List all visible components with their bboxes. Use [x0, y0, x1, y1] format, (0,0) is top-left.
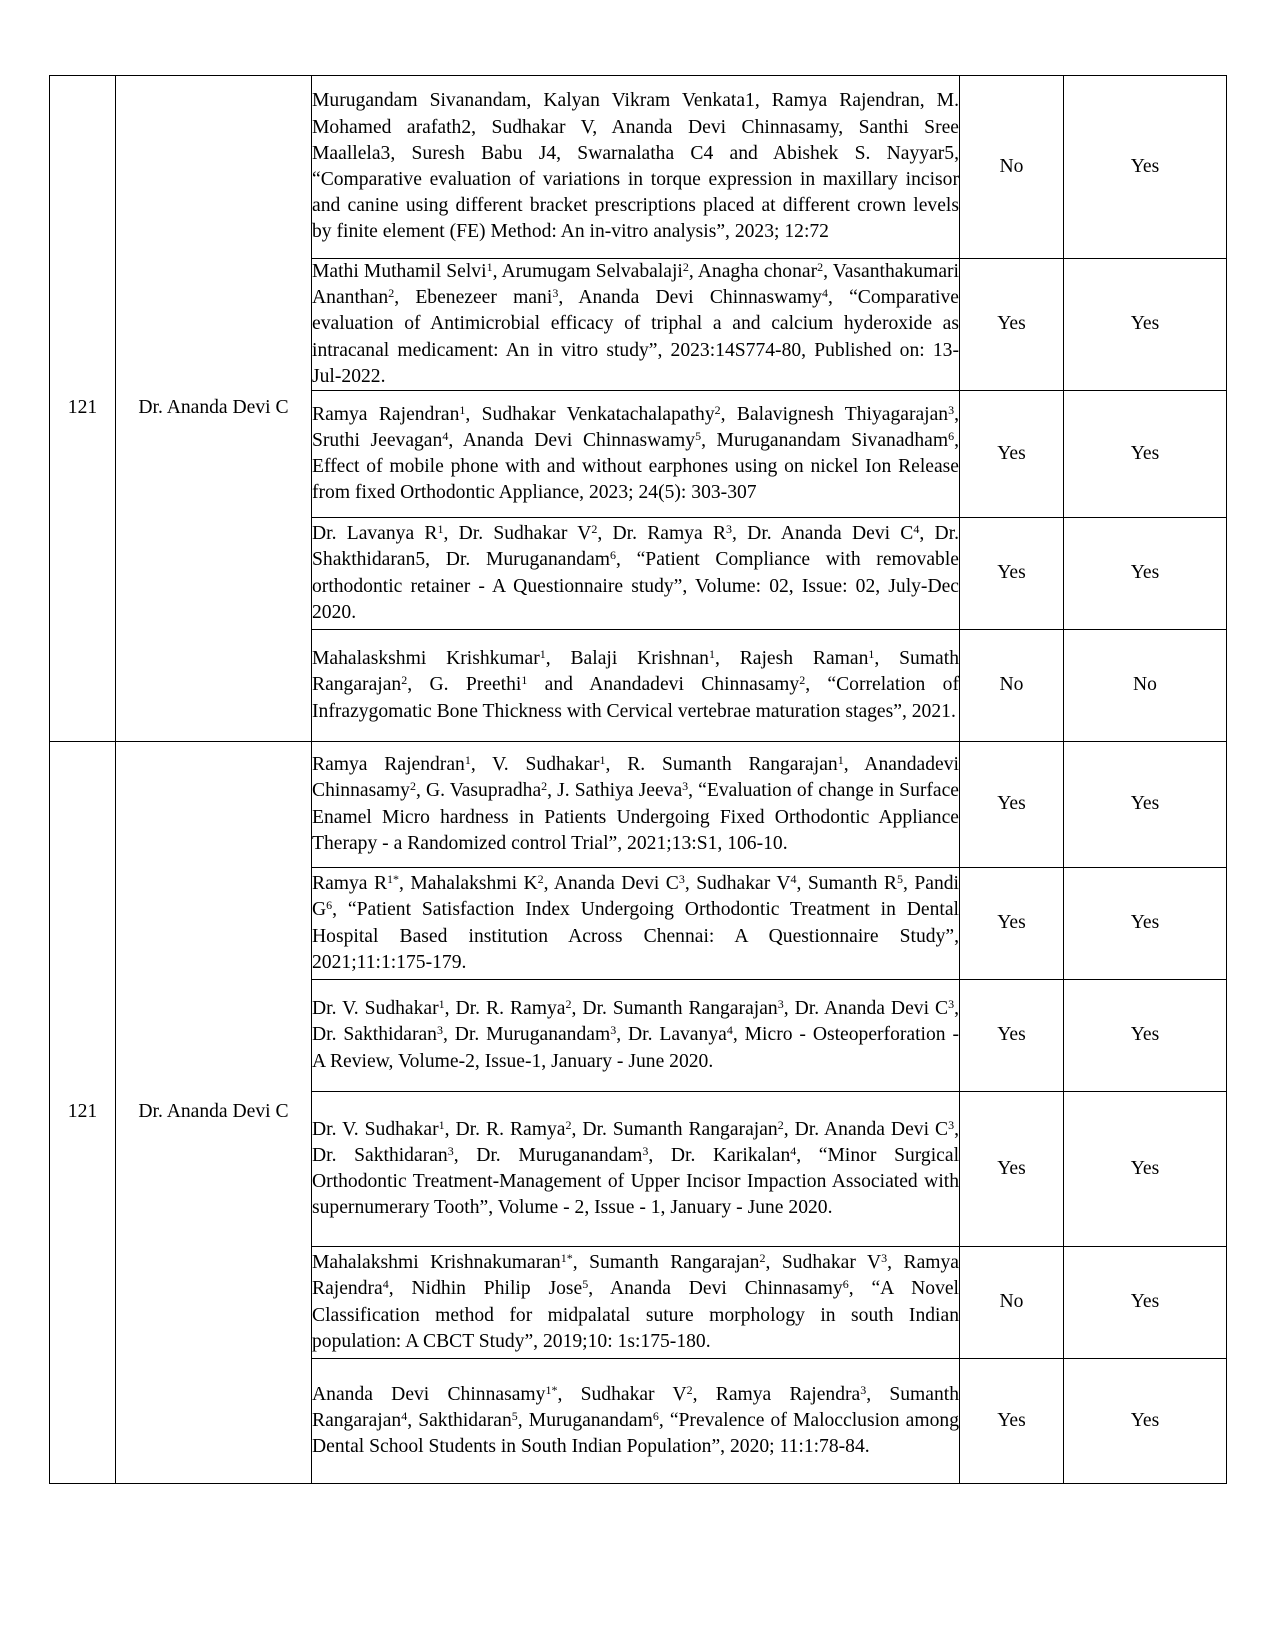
- citation-text: Mahalakshmi Krishnakumaran$^{1*}$, Sumanth Rangarajan$^2$, Sudhakar $V^3$, Ramya Rajendra$^4$, Nidhin Philip Jose$^5$, Ananda Devi Chinnasamy$^6$, “A Novel Classification method for midpalatal suture morphology in south Indian population: A CBCT Study”, 2019;10: 1s:175-180.: [312, 1251, 960, 1352]
- citation-cell: [312, 1359, 960, 1484]
- citation-text: Dr. V. Sudhakar$^1$, Dr. R. Ramya$^2$, Dr. Sumanth Rangarajan$^2$, Dr. Ananda Devi $C^3$, Dr. Sakthidaran$^3$, Dr. Muruganandam$^3$, Dr. Karikalan$^4$, “Minor Surgical Orthodontic Treatment-Management of Upper Incisor Impaction Associated with supernumerary Tooth”, Volume - 2, Issue - 1, January - June 2020.: [312, 1117, 960, 1219]
- indexing-status-cell-2: Yes: [1064, 1092, 1227, 1247]
- citation-cell: [312, 518, 960, 630]
- publications-table: [49, 75, 1227, 1484]
- citation-cell: [312, 980, 960, 1092]
- indexing-status-cell-1: No: [960, 630, 1064, 742]
- citation-cell: [312, 391, 960, 518]
- indexing-status-cell-1: Yes: [960, 980, 1064, 1092]
- indexing-status-cell-1: Yes: [960, 1092, 1064, 1247]
- indexing-status-cell-1: Yes: [960, 391, 1064, 518]
- citation-text: Ramya Rajendran$^1$, Sudhakar Venkatachalapathy$^2$, Balavignesh Thiyagarajan$^3$, Sruthi Jeevagan$^4$, Ananda Devi Chinnaswamy$^5$, Muruganandam Sivanadham$^6$, Effect of mobile phone with and without earphones using on nickel Ion Release from fixed Orthodontic Appliance, 2023; 24(5): 303-307: [312, 402, 960, 504]
- citation-text: Dr. Lavanya $R^1$, Dr. Sudhakar $V^2$, Dr. Ramya $R^3$, Dr. Ananda Devi $C^4$, Dr. Shakthidaran5, Dr. Muruganandam$^6$, “Patient Compliance with removable orthodontic retainer - A Questionnaire study”, Volume: 02, Issue: 02, July-Dec 2020.: [312, 522, 960, 623]
- citation-cell: [312, 1092, 960, 1247]
- table-row: [50, 742, 1227, 868]
- indexing-status-cell-2: Yes: [1064, 76, 1227, 259]
- citation-text: Ananda Devi Chinnasamy$^{1*}$, Sudhakar $V^2$, Ramya Rajendra$^3$, Sumanth Rangarajan$^4$, Sakthidaran$^5$, Muruganandam$^6$, “Prevalence of Malocclusion among Dental School Students in South Indian Population”, 2020; 11:1:78-84.: [312, 1382, 960, 1458]
- indexing-status-cell-2: Yes: [1064, 1247, 1227, 1359]
- indexing-status-cell-1: No: [960, 76, 1064, 259]
- citation-cell: [312, 76, 960, 259]
- indexing-status-cell-2: Yes: [1064, 742, 1227, 868]
- indexing-status-cell-1: Yes: [960, 1359, 1064, 1484]
- citation-text: Murugandam Sivanandam, Kalyan Vikram Venkata1, Ramya Rajendran, M. Mohamed arafath2, Sudhakar V, Ananda Devi Chinnasamy, Santhi Sree Maallela3, Suresh Babu J4, Swarnalatha C4 and Abishek S. Nayyar5, “Comparative evaluation of variations in torque expression in maxillary incisor and canine using different bracket prescriptions placed at different crown levels by finite element (FE) Method: An in-vitro analysis”, 2023; 12:72: [312, 90, 959, 243]
- indexing-status-cell-2: Yes: [1064, 391, 1227, 518]
- serial-number-cell: 121: [50, 76, 116, 742]
- serial-number-cell: 121: [50, 742, 116, 1484]
- indexing-status-cell-1: Yes: [960, 868, 1064, 980]
- citation-text: Ramya Rajendran$^1$, V. Sudhakar$^1$, R. Sumanth Rangarajan$^1$, Anandadevi Chinnasamy$^2$, G. Vasupradha$^2$, J. Sathiya Jeeva$^3$, “Evaluation of change in Surface Enamel Micro hardness in Patients Undergoing Fixed Orthodontic Appliance Therapy - a Randomized control Trial”, 2021;13:S1, 106-10.: [312, 753, 960, 854]
- indexing-status-cell-2: No: [1064, 630, 1227, 742]
- indexing-status-cell-1: No: [960, 1247, 1064, 1359]
- faculty-name-cell: Dr. Ananda Devi C: [116, 76, 312, 742]
- indexing-status-cell-2: Yes: [1064, 259, 1227, 391]
- indexing-status-cell-1: Yes: [960, 518, 1064, 630]
- indexing-status-cell-2: Yes: [1064, 980, 1227, 1092]
- faculty-name-cell: Dr. Ananda Devi C: [116, 742, 312, 1484]
- indexing-status-cell-2: Yes: [1064, 1359, 1227, 1484]
- publications-table-body: [50, 76, 1227, 1484]
- indexing-status-cell-2: Yes: [1064, 518, 1227, 630]
- citation-cell: [312, 259, 960, 391]
- table-row: [50, 76, 1227, 259]
- citation-cell: [312, 1247, 960, 1359]
- indexing-status-cell-1: Yes: [960, 742, 1064, 868]
- citation-text: Dr. V. Sudhakar$^1$, Dr. R. Ramya$^2$, Dr. Sumanth Rangarajan$^3$, Dr. Ananda Devi $C^3$, Dr. Sakthidaran$^3$, Dr. Muruganandam$^3$, Dr. Lavanya$^4$, Micro - Osteoperforation - A Review, Volume-2, Issue-1, January - June 2020.: [312, 997, 959, 1072]
- citation-cell: [312, 868, 960, 980]
- citation-cell: [312, 630, 960, 742]
- indexing-status-cell-1: Yes: [960, 259, 1064, 391]
- citation-text: Mathi Muthamil Selvi$^1$, Arumugam Selvabalaji$^2$, Anagha chonar$^2$, Vasanthakumari Ananthan$^2$, Ebenezeer mani$^3$, Ananda Devi Chinnaswamy$^4$, “Comparative evaluation of Antimicrobial efficacy of triphal a and calcium hyderoxide as intracanal medicament: An in vitro study”, 2023:14S774-80, Published on: 13-Jul-2022.: [312, 260, 959, 387]
- citation-text: Ramya $R^{1*}$, Mahalakshmi $K^2$, Ananda Devi $C^3$, Sudhakar $V^4$, Sumanth $R^5$, Pandi $G^6$, “Patient Satisfaction Index Undergoing Orthodontic Treatment in Dental Hospital Based institution Across Chennai: A Questionnaire Study”, 2021;11:1:175-179.: [312, 872, 959, 973]
- citation-text: Mahalaskshmi Krishkumar$^1$, Balaji Krishnan$^1$, Rajesh Raman$^1$, Sumath Rangarajan$^2$, G. Preethi$^1$ and Anandadevi Chinnasamy$^2$, “Correlation of Infrazygomatic Bone Thickness with Cervical vertebrae maturation stages”, 2021.: [312, 647, 960, 722]
- indexing-status-cell-2: Yes: [1064, 868, 1227, 980]
- citation-cell: [312, 742, 960, 868]
